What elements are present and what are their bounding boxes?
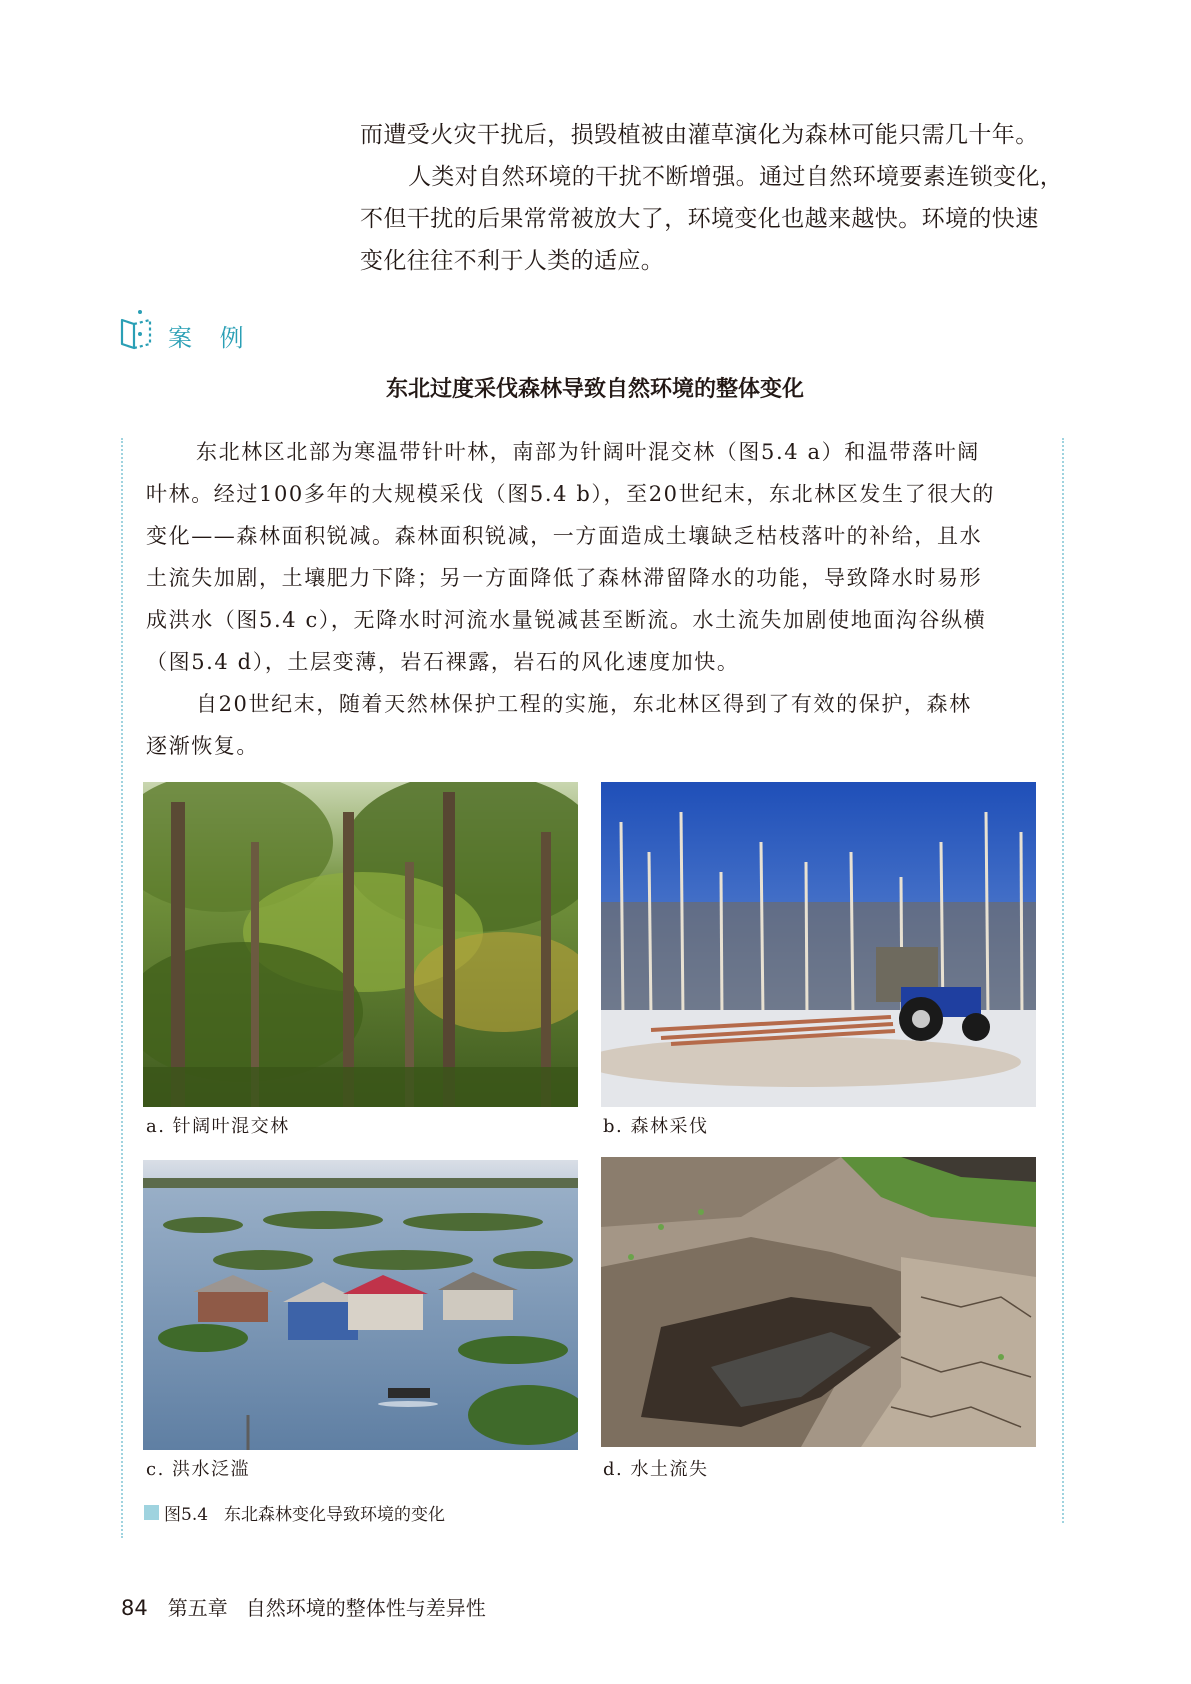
case-body: [146, 431, 995, 767]
caption-c: c. 洪水泛滥: [146, 1459, 251, 1480]
case-line: 东北林区北部为寒温带针叶林，南部为针阔叶混交林（图5.4 a）和温带落叶阔: [196, 440, 980, 464]
case-label: 案 例: [168, 324, 254, 352]
case-line: 成洪水（图5.4 c），无降水时河流水量锐减甚至断流。水土流失加剧使地面沟谷纵横: [146, 608, 987, 632]
case-title: 东北过度采伐森林导致自然环境的整体变化: [385, 377, 804, 402]
caption-a: a. 针阔叶混交林: [146, 1116, 290, 1137]
case-line: （图5.4 d），土层变薄，岩石裸露，岩石的风化速度加快。: [146, 650, 740, 674]
photo-logging: [601, 782, 1036, 1107]
case-line: 叶林。经过100多年的大规模采伐（图5.4 b），至20世纪末，东北林区发生了很大的: [146, 482, 996, 506]
intro-line: 人类对自然环境的干扰不断增强。通过自然环境要素连锁变化，: [408, 164, 1064, 190]
photo-mixed-forest: [143, 782, 578, 1107]
case-border-left: [121, 438, 123, 1538]
photo-flood: [143, 1160, 578, 1450]
figure-number: 图5.4: [164, 1505, 209, 1525]
case-line: 自20世纪末，随着天然林保护工程的实施，东北林区得到了有效的保护，森林: [196, 692, 972, 716]
page-footer: [121, 1592, 486, 1621]
chapter-label: 第五章: [167, 1596, 228, 1620]
case-line: 土流失加剧，土壤肥力下降；另一方面降低了森林滞留降水的功能，导致降水时易形: [146, 566, 983, 590]
chapter-title: 自然环境的整体性与差异性: [245, 1596, 486, 1620]
caption-marker: [144, 1505, 159, 1520]
intro-text: [360, 114, 1063, 282]
figure-title: 东北森林变化导致环境的变化: [224, 1505, 446, 1525]
book-icon: [118, 308, 154, 350]
intro-line: 不但干扰的后果常常被放大了，环境变化也越来越快。环境的快速: [360, 206, 1039, 232]
intro-line: 而遭受火灾干扰后，损毁植被由灌草演化为森林可能只需几十年。: [360, 122, 1039, 148]
photo-soil-erosion: [601, 1157, 1036, 1447]
figure-caption: [144, 1500, 445, 1525]
page-number: 84: [121, 1596, 148, 1620]
case-line: 变化——森林面积锐减。森林面积锐减，一方面造成土壤缺乏枯枝落叶的补给，且水: [146, 524, 983, 548]
caption-b: b. 森林采伐: [603, 1116, 709, 1137]
intro-line: 变化往往不利于人类的适应。: [360, 248, 665, 274]
case-line: 逐渐恢复。: [146, 734, 259, 758]
caption-d: d. 水土流失: [603, 1459, 709, 1480]
case-border-right: [1062, 438, 1064, 1523]
